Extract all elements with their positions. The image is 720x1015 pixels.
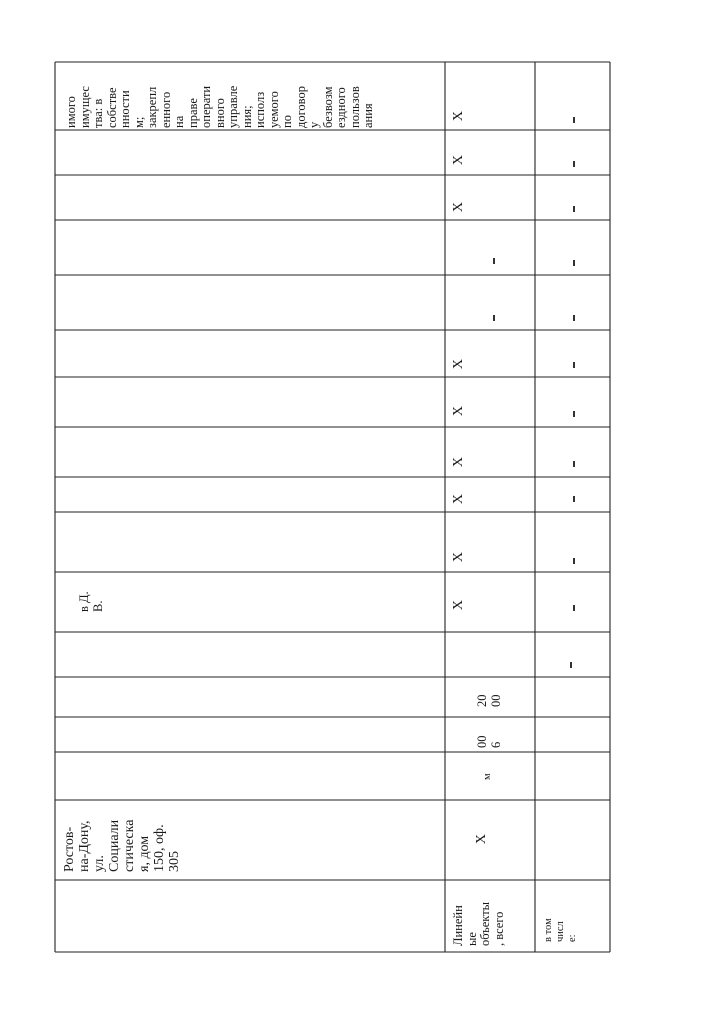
x-mark: Х bbox=[451, 551, 467, 563]
dash-mark bbox=[573, 117, 575, 123]
dash-mark bbox=[573, 496, 575, 502]
dash-mark bbox=[573, 161, 575, 167]
address-text: Ростов- на-Дону, ул. Социали стическа я, дом 150, оф. 305 bbox=[62, 819, 182, 872]
x-mark: Х bbox=[451, 154, 467, 166]
dash-mark bbox=[573, 206, 575, 212]
x-mark: Х bbox=[451, 201, 467, 213]
x-mark: Х bbox=[451, 493, 467, 505]
x-mark: Х bbox=[474, 833, 490, 845]
dash-mark bbox=[573, 362, 575, 368]
x-mark: Х bbox=[451, 599, 467, 611]
row-label-linear-objects: Линейн ые объекты , всего bbox=[451, 901, 506, 946]
dash-mark bbox=[493, 315, 495, 321]
value-a: 00 6 bbox=[475, 735, 503, 748]
dash-mark bbox=[573, 260, 575, 266]
dash-mark bbox=[573, 461, 575, 467]
x-mark: Х bbox=[451, 405, 467, 417]
dash-mark bbox=[570, 662, 572, 668]
unit-label: м bbox=[482, 773, 493, 780]
dash-mark bbox=[573, 605, 575, 611]
x-mark: Х bbox=[451, 110, 467, 122]
x-mark: Х bbox=[451, 358, 467, 370]
dash-mark bbox=[573, 558, 575, 564]
dash-mark bbox=[573, 315, 575, 321]
x-mark: Х bbox=[451, 456, 467, 468]
value-b: 20 00 bbox=[475, 694, 503, 707]
dash-mark bbox=[493, 258, 495, 264]
row-label-including: в том числ е: bbox=[543, 918, 578, 942]
property-rights-text: имого имущес тва: в собстве нности м; закрепл енного на праве операти вного управле ния; исполз уемого по договор у безвозм ездного пользов ания bbox=[64, 85, 375, 128]
name-fragment-text: в Д. В. bbox=[77, 591, 105, 612]
dash-mark bbox=[573, 411, 575, 417]
